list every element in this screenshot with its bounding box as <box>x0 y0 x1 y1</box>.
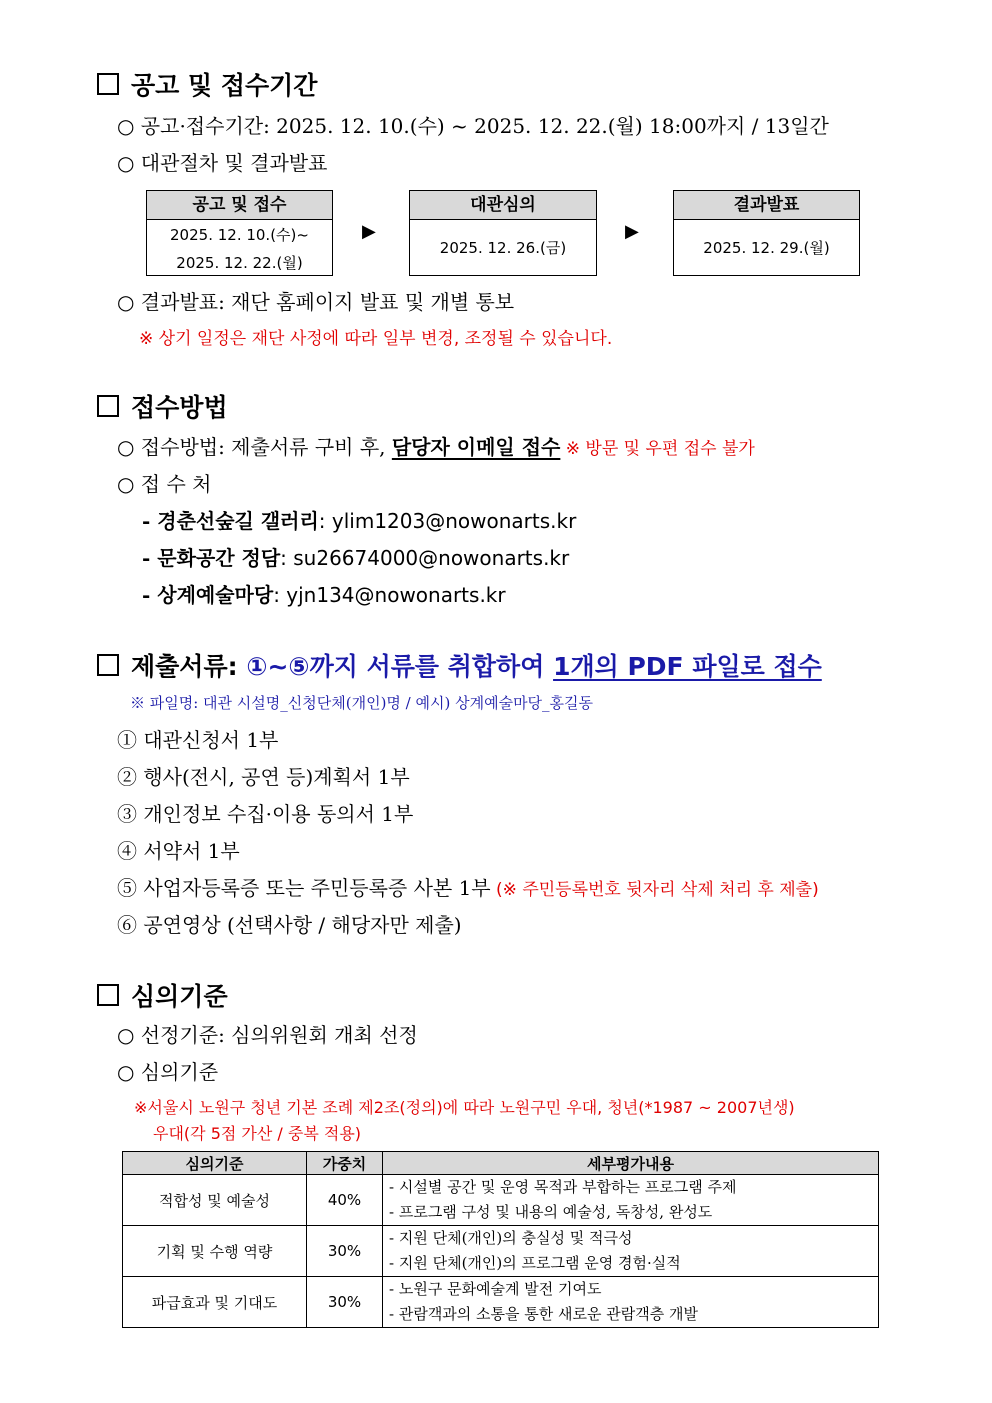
checkbox-square-icon <box>97 395 119 417</box>
arrow-right-icon: ▶ <box>625 221 639 242</box>
section-title-criteria: 심의기준 <box>97 977 228 1013</box>
checkbox-square-icon <box>97 984 119 1006</box>
flow-step-date: 2025. 12. 26.(금) <box>439 239 567 257</box>
bullet-announce-period: ○ 공고·접수기간: 2025. 12. 10.(수) ~ 2025. 12. 22.(월) 18:00까지 / 13일간 <box>117 114 829 138</box>
flow-step-review <box>409 190 597 276</box>
column-header: 세부평가내용 <box>383 1152 879 1175</box>
youth-note: ※서울시 노원구 청년 기본 조례 제2조(정의)에 따라 노원구민 우대, 청년(*1987 ~ 2007년생) <box>134 1098 795 1117</box>
flow-step-date: 2025. 12. 29.(월) <box>703 239 830 257</box>
document-item: ① 대관신청서 1부 <box>117 728 279 752</box>
table-row <box>123 1226 879 1277</box>
flow-step-result <box>673 190 860 276</box>
column-header: 심의기준 <box>123 1152 307 1175</box>
flow-step-head: 공고 및 접수 <box>147 191 332 220</box>
flow-step-head: 대관심의 <box>410 191 596 220</box>
place-jeongdam: - 문화공간 정담: su26674000@nowonarts.kr <box>142 546 570 570</box>
weight-cell: 30% <box>307 1226 383 1277</box>
flow-step-head: 결과발표 <box>674 191 859 220</box>
flow-step-date: 2025. 12. 22.(월) <box>176 254 303 272</box>
filename-note: ※ 파일명: 대관 시설명_신청단체(개인)명 / 예시) 상계예술마당_홍길동 <box>130 694 594 712</box>
youth-note-cont: 우대(각 5점 가산 / 중복 적용) <box>153 1124 362 1143</box>
criteria-cell: 파급효과 및 기대도 <box>123 1277 307 1328</box>
document-item: ⑥ 공연영상 (선택사항 / 해당자만 제출) <box>117 913 462 937</box>
flow-step-receipt <box>146 190 333 276</box>
criteria-cell: 적합성 및 예술성 <box>123 1175 307 1226</box>
detail-cell: - 지원 단체(개인)의 충실성 및 적극성 - 지원 단체(개인)의 프로그램 운영 경험·실적 <box>383 1226 879 1277</box>
detail-cell: - 시설별 공간 및 운영 목적과 부합하는 프로그램 주제 - 프로그램 구성 및 내용의 예술성, 독창성, 완성도 <box>383 1175 879 1226</box>
bullet-method: ○ 접수방법: 제출서류 구비 후, 담당자 이메일 접수 ※ 방문 및 우편 접수 불가 <box>117 435 755 459</box>
table-row <box>123 1175 879 1226</box>
checkbox-square-icon <box>97 654 119 676</box>
place-sanggye: - 상계예술마당: yjn134@nowonarts.kr <box>142 583 506 607</box>
bullet-criteria: ○ 심의기준 <box>117 1060 219 1084</box>
flow-step-date: 2025. 12. 10.(수)~ <box>170 226 309 244</box>
bullet-receipt-place: ○ 접 수 처 <box>117 472 212 496</box>
document-item: ⑤ 사업자등록증 또는 주민등록증 사본 1부 (※ 주민등록번호 뒷자리 삭제 처리 후 제출) <box>117 876 819 900</box>
column-header: 가중치 <box>307 1152 383 1175</box>
section-title-documents: 제출서류: ①~⑤까지 서류를 취합하여 1개의 PDF 파일로 접수 <box>97 647 822 683</box>
place-gallery: - 경춘선숲길 갤러리: ylim1203@nowonarts.kr <box>142 509 577 533</box>
section-title-announcement: 공고 및 접수기간 <box>97 66 317 102</box>
schedule-note: ※ 상기 일정은 재단 사정에 따라 일부 변경, 조정될 수 있습니다. <box>139 329 613 349</box>
bullet-procedure: ○ 대관절차 및 결과발표 <box>117 151 328 175</box>
document-item: ② 행사(전시, 공연 등)계획서 1부 <box>117 765 410 789</box>
arrow-right-icon: ▶ <box>362 221 376 242</box>
bullet-selection: ○ 선정기준: 심의위원회 개최 선정 <box>117 1023 418 1047</box>
method-note: ※ 방문 및 우편 접수 불가 <box>560 439 755 459</box>
section-title-method: 접수방법 <box>97 388 228 424</box>
table-row <box>123 1277 879 1328</box>
detail-cell: - 노원구 문화예술계 발전 기여도 - 관람객과의 소통을 통한 새로운 관람객층 개발 <box>383 1277 879 1328</box>
checkbox-square-icon <box>97 73 119 95</box>
email-address: : ylim1203@nowonarts.kr <box>318 509 577 533</box>
pdf-emphasis: 1개의 PDF 파일로 접수 <box>553 652 822 681</box>
table-header-row <box>123 1152 879 1175</box>
document-item: ③ 개인정보 수집·이용 동의서 1부 <box>117 802 414 826</box>
weight-cell: 30% <box>307 1277 383 1328</box>
weight-cell: 40% <box>307 1175 383 1226</box>
criteria-table <box>122 1151 879 1328</box>
bullet-result: ○ 결과발표: 재단 홈페이지 발표 및 개별 통보 <box>117 290 515 314</box>
id-number-note: (※ 주민등록번호 뒷자리 삭제 처리 후 제출) <box>490 880 819 900</box>
email-address: : su26674000@nowonarts.kr <box>280 546 570 570</box>
email-receipt-emphasis: 담당자 이메일 접수 <box>391 435 561 459</box>
criteria-cell: 기획 및 수행 역량 <box>123 1226 307 1277</box>
email-address: : yjn134@nowonarts.kr <box>273 583 506 607</box>
document-item: ④ 서약서 1부 <box>117 839 240 863</box>
